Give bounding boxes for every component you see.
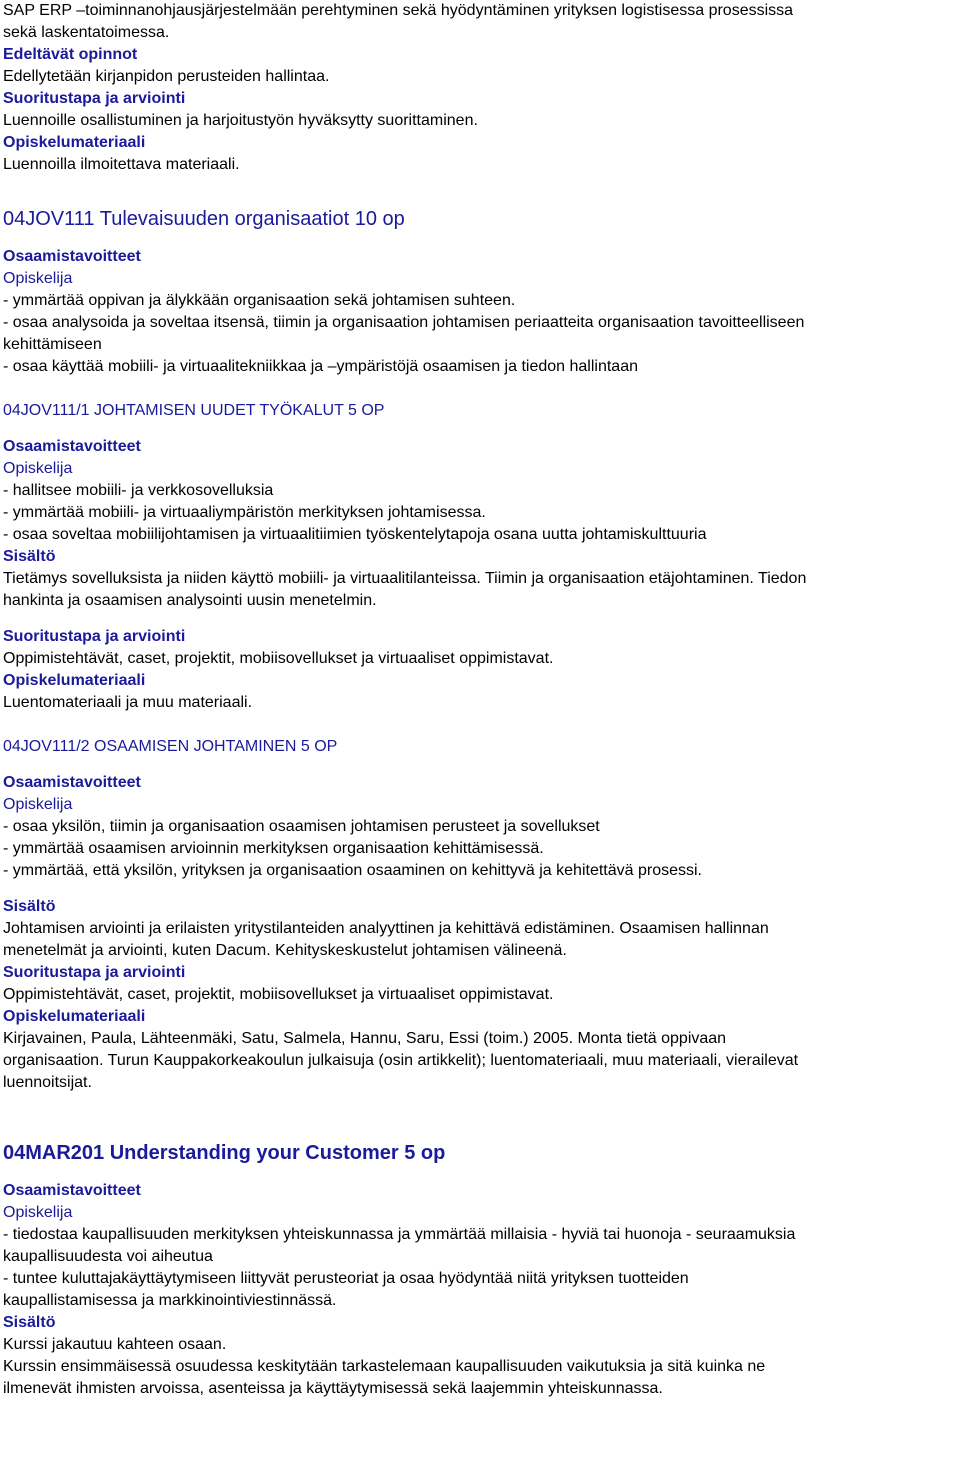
body-line: SAP ERP –toiminnanohjausjärjestelmään perehtyminen sekä hyödyntäminen yrityksen logistisessa prosessissa bbox=[3, 2, 794, 19]
section-label: Osaamistavoitteet bbox=[3, 438, 141, 455]
body-line: - osaa analysoida ja soveltaa itsensä, tiimin ja organisaation johtamisen periaatteita organisaation tavoitteelliseen bbox=[3, 314, 805, 331]
module-title: 04JOV111/2 OSAAMISEN JOHTAMINEN 5 OP bbox=[3, 738, 338, 755]
body-line: Oppimistehtävät, caset, projektit, mobiisovellukset ja virtuaaliset oppimistavat. bbox=[3, 650, 554, 667]
body-line: ilmenevät ihmisten arvoissa, asenteissa ja käyttäytymisessä sekä laajemmin yhteiskunnassa. bbox=[3, 1380, 663, 1397]
body-line: - tuntee kuluttajakäyttäytymiseen liittyvät perusteoriat ja osaa hyödyntää niitä yrityksen tuotteiden bbox=[3, 1270, 689, 1287]
document-page bbox=[3, 0, 960, 1400]
body-line: menetelmät ja arviointi, kuten Dacum. Kehityskeskustelut johtamisen välineenä. bbox=[3, 942, 567, 959]
spacer bbox=[3, 422, 960, 436]
spacer bbox=[3, 176, 960, 206]
subsection-label: Opiskelija bbox=[3, 270, 73, 287]
body-line: Kurssin ensimmäisessä osuudessa keskitytään tarkastelemaan kaupallisuuden vaikutuksia ja sitä kuinka ne bbox=[3, 1358, 766, 1375]
body-line: - ymmärtää, että yksilön, yrityksen ja organisaation osaaminen on kehittyvä ja kehitettävä prosessi. bbox=[3, 862, 702, 879]
body-line: Luennoilla ilmoitettava materiaali. bbox=[3, 156, 240, 173]
body-line: Kirjavainen, Paula, Lähteenmäki, Satu, Salmela, Hannu, Saru, Essi (toim.) 2005. Monta tietä oppivaan bbox=[3, 1030, 727, 1047]
course-title: 04MAR201 Understanding your Customer 5 op bbox=[3, 1142, 446, 1164]
section-label: Sisältö bbox=[3, 1314, 56, 1331]
body-line: - tiedostaa kaupallisuuden merkityksen yhteiskunnassa ja ymmärtää millaisia - hyviä tai huonoja - seuraamuksia bbox=[3, 1226, 796, 1243]
spacer bbox=[3, 378, 960, 400]
spacer bbox=[3, 882, 960, 896]
body-line: - osaa yksilön, tiimin ja organisaation osaamisen johtamisen perusteet ja sovellukset bbox=[3, 818, 600, 835]
body-line: - osaa käyttää mobiili- ja virtuaalitekniikkaa ja –ympäristöjä osaamisen ja tiedon hallintaan bbox=[3, 358, 638, 375]
body-line: organisaation. Turun Kauppakorkeakoulun julkaisuja (osin artikkelit); luentomateriaali, muu materiaali, vierailevat bbox=[3, 1052, 799, 1069]
section-label: Opiskelumateriaali bbox=[3, 672, 146, 689]
spacer bbox=[3, 758, 960, 772]
section-label: Suoritustapa ja arviointi bbox=[3, 628, 186, 645]
module-title: 04JOV111/1 JOHTAMISEN UUDET TYÖKALUT 5 OP bbox=[3, 402, 385, 419]
section-label: Sisältö bbox=[3, 898, 56, 915]
body-line: sekä laskentatoimessa. bbox=[3, 24, 170, 41]
body-line: Luennoille osallistuminen ja harjoitustyön hyväksytty suorittaminen. bbox=[3, 112, 478, 129]
body-line: luennoitsijat. bbox=[3, 1074, 92, 1091]
body-line: Luentomateriaali ja muu materiaali. bbox=[3, 694, 253, 711]
section-label: Edeltävät opinnot bbox=[3, 46, 138, 63]
section-label: Osaamistavoitteet bbox=[3, 248, 141, 265]
body-line: Oppimistehtävät, caset, projektit, mobiisovellukset ja virtuaaliset oppimistavat. bbox=[3, 986, 554, 1003]
section-label: Sisältö bbox=[3, 548, 56, 565]
body-line: kaupallistamisessa ja markkinointiviestinnässä. bbox=[3, 1292, 337, 1309]
body-line: - ymmärtää oppivan ja älykkään organisaation sekä johtamisen suhteen. bbox=[3, 292, 516, 309]
body-line: kehittämiseen bbox=[3, 336, 102, 353]
body-line: - osaa soveltaa mobiilijohtamisen ja virtuaalitiimien työskentelytapoja osana uutta johtamiskulttuuria bbox=[3, 526, 707, 543]
spacer bbox=[3, 1094, 960, 1140]
body-line: Edellytetään kirjanpidon perusteiden hallintaa. bbox=[3, 68, 330, 85]
section-label: Opiskelumateriaali bbox=[3, 134, 146, 151]
section-label: Osaamistavoitteet bbox=[3, 774, 141, 791]
section-label: Suoritustapa ja arviointi bbox=[3, 964, 186, 981]
body-line: kaupallisuudesta voi aiheutua bbox=[3, 1248, 213, 1265]
body-line: - ymmärtää osaamisen arvioinnin merkityksen organisaation kehittämisessä. bbox=[3, 840, 544, 857]
body-line: Kurssi jakautuu kahteen osaan. bbox=[3, 1336, 227, 1353]
subsection-label: Opiskelija bbox=[3, 460, 73, 477]
section-label: Opiskelumateriaali bbox=[3, 1008, 146, 1025]
body-line: Johtamisen arviointi ja erilaisten yritystilanteiden analyyttinen ja kehittävä edistäminen. Osaamisen hallinnan bbox=[3, 920, 769, 937]
body-line: - ymmärtää mobiili- ja virtuaaliympäristön merkityksen johtamisessa. bbox=[3, 504, 486, 521]
spacer bbox=[3, 232, 960, 246]
subsection-label: Opiskelija bbox=[3, 1204, 73, 1221]
body-line: Tietämys sovelluksista ja niiden käyttö mobiili- ja virtuaalitilanteissa. Tiimin ja organisaation etäjohtaminen. Tiedon bbox=[3, 570, 807, 587]
body-line: - hallitsee mobiili- ja verkkosovelluksia bbox=[3, 482, 274, 499]
spacer bbox=[3, 714, 960, 736]
spacer bbox=[3, 1166, 960, 1180]
spacer bbox=[3, 612, 960, 626]
section-label: Suoritustapa ja arviointi bbox=[3, 90, 186, 107]
body-line: hankinta ja osaamisen analysointi uusin menetelmin. bbox=[3, 592, 377, 609]
section-label: Osaamistavoitteet bbox=[3, 1182, 141, 1199]
course-title: 04JOV111 Tulevaisuuden organisaatiot 10 op bbox=[3, 208, 405, 230]
subsection-label: Opiskelija bbox=[3, 796, 73, 813]
